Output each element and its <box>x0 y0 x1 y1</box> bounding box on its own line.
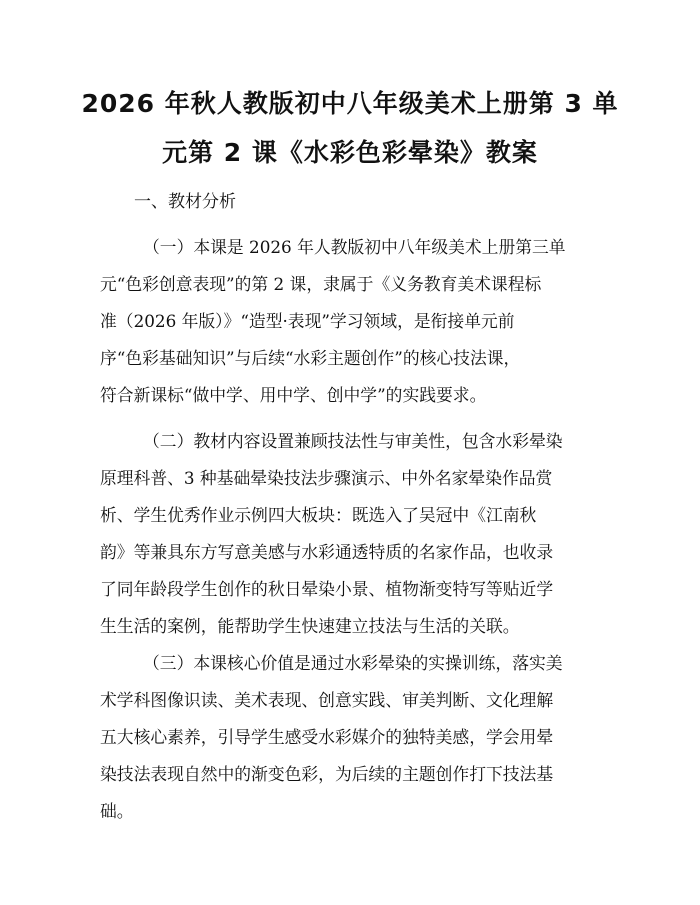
paragraph-line: 析、学生优秀作业示例四大板块：既选入了吴冠中《江南秋 <box>100 505 537 525</box>
paragraph-line: 础。 <box>100 801 134 821</box>
paragraph-line: 原理科普、3 种基础晕染技法步骤演示、中外名家晕染作品赏 <box>100 468 553 488</box>
paragraph-line: 染技法表现自然中的渐变色彩，为后续的主题创作打下技法基 <box>100 764 554 784</box>
paragraph-line: （三）本课核心价值是通过水彩晕染的实操训练，落实美 <box>143 653 563 673</box>
paragraph-line: 序“色彩基础知识”与后续“水彩主题创作”的核心技法课， <box>100 348 521 368</box>
paragraph-line: 元“色彩创意表现”的第 2 课，隶属于《义务教育美术课程标 <box>100 274 542 294</box>
paragraph-line: （二）教材内容设置兼顾技法性与审美性，包含水彩晕染 <box>143 431 563 451</box>
section-heading: 一、教材分析 <box>134 192 236 212</box>
document-title-line-2: 元第 2 课《水彩色彩晕染》教案 <box>162 138 538 167</box>
paragraph-line: 五大核心素养，引导学生感受水彩媒介的独特美感，学会用晕 <box>100 727 554 747</box>
document-title-line-1: 2026 年秋人教版初中八年级美术上册第 3 单 <box>81 89 619 118</box>
paragraph-line: 准（2026 年版）》“造型·表现”学习领域，是衔接单元前 <box>100 311 515 331</box>
paragraph-line: 了同年龄段学生创作的秋日晕染小景、植物渐变特写等贴近学 <box>100 579 554 599</box>
paragraph-line: 术学科图像识读、美术表现、创意实践、审美判断、文化理解 <box>100 690 554 710</box>
paragraph-line: 符合新课标“做中学、用中学、创中学”的实践要求。 <box>100 385 487 405</box>
paragraph-line: 韵》等兼具东方写意美感与水彩通透特质的名家作品，也收录 <box>100 542 554 562</box>
paragraph-line: 生生活的案例，能帮助学生快速建立技法与生活的关联。 <box>100 616 520 636</box>
paragraph-line: （一）本课是 2026 年人教版初中八年级美术上册第三单 <box>143 237 566 257</box>
